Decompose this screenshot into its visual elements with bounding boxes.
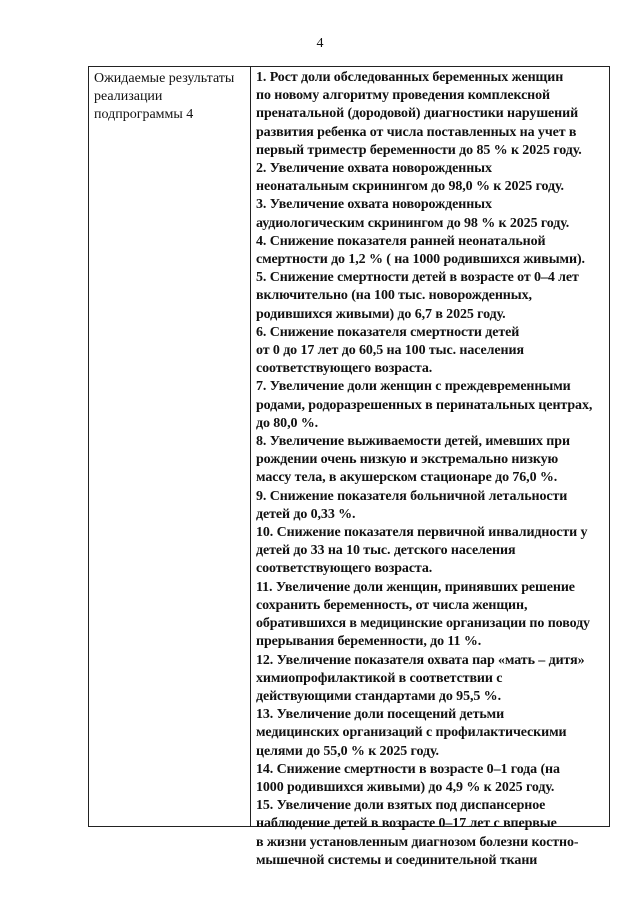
result-line: мышечной системы и соединительной ткани [256, 852, 538, 868]
result-line: 1. Рост доли обследованных беременных женщин [256, 70, 564, 85]
result-line: смертности до 1,2 % ( на 1000 родившихся живыми). [256, 252, 585, 268]
result-line: 13. Увеличение доли посещений детьми [256, 707, 505, 723]
result-line: в жизни установленным диагнозом болезни костно- [256, 834, 579, 850]
result-line: 9. Снижение показателя больничной летальности [256, 488, 568, 504]
result-line: 1000 родившихся живыми) до 4,9 % к 2025 году. [256, 779, 555, 795]
result-line: по новому алгоритму проведения комплексной [256, 88, 551, 104]
result-line: целями до 55,0 % к 2025 году. [256, 743, 439, 759]
label-line: Ожидаемые результаты [94, 71, 235, 86]
result-line: развития ребенка от числа поставленных на учет в [256, 124, 577, 140]
result-line: 10. Снижение показателя первичной инвалидности у [256, 525, 588, 541]
result-line: 7. Увеличение доли женщин с преждевременными [256, 379, 571, 395]
result-line: родами, родоразрешенных в перинатальных центрах, [256, 397, 593, 413]
page-number: 4 [316, 36, 324, 51]
result-line: 14. Снижение смертности в возрасте 0–1 года (на [256, 761, 560, 777]
result-line: детей до 33 на 10 тыс. детского населения [256, 543, 516, 559]
result-line: 6. Снижение показателя смертности детей [256, 324, 520, 340]
results-table [88, 66, 610, 868]
result-line: первый триместр беременности до 85 % к 2025 году. [256, 142, 582, 158]
result-line: аудиологическим скринингом до 98 % к 2025 году. [256, 215, 570, 231]
result-line: 5. Снижение смертности детей в возрасте от 0–4 лет [256, 270, 579, 286]
result-line: медицинских организаций с профилактическими [256, 725, 567, 741]
result-line: от 0 до 17 лет до 60,5 на 100 тыс. населения [256, 343, 524, 359]
result-line: включительно (на 100 тыс. новорожденных, [256, 288, 532, 304]
result-line: химиопрофилактикой в соответствии с [256, 670, 503, 686]
result-line: 3. Увеличение охвата новорожденных [256, 197, 492, 213]
result-line: обратившихся в медицинские организации по поводу [256, 616, 590, 632]
result-line: сохранить беременность, от числа женщин, [256, 597, 528, 613]
result-line: 11. Увеличение доли женщин, принявших решение [256, 579, 575, 595]
result-line: 8. Увеличение выживаемости детей, имевших при [256, 434, 570, 450]
result-line: действующими стандартами до 95,5 %. [256, 688, 501, 704]
result-line: 4. Снижение показателя ранней неонатальной [256, 233, 546, 249]
label-line: подпрограммы 4 [94, 107, 194, 123]
result-line: 2. Увеличение охвата новорожденных [256, 161, 492, 177]
results-content-cell [251, 67, 609, 868]
result-line: наблюдение детей в возрасте 0–17 лет с впервые [256, 816, 557, 832]
result-line: родившихся живыми) до 6,7 в 2025 году. [256, 306, 506, 322]
result-line: 12. Увеличение показателя охвата пар «мать – дитя» [256, 652, 585, 668]
result-line: до 80,0 %. [256, 415, 319, 431]
result-line: детей до 0,33 %. [256, 506, 356, 522]
results-label-cell [89, 67, 251, 826]
result-line: массу тела, в акушерском стационаре до 76,0 %. [256, 470, 558, 486]
result-line: неонатальным скринингом до 98,0 % к 2025 году. [256, 179, 564, 195]
result-line: рождении очень низкую и экстремально низкую [256, 452, 559, 468]
result-line: соответствующего возраста. [256, 361, 433, 377]
result-line: 15. Увеличение доли взятых под диспансерное [256, 798, 546, 814]
result-line: пренатальной (дородовой) диагностики нарушений [256, 106, 579, 122]
result-line: соответствующего возраста. [256, 561, 433, 577]
label-line: реализации [94, 89, 163, 105]
result-line: прерывания беременности, до 11 %. [256, 634, 482, 650]
